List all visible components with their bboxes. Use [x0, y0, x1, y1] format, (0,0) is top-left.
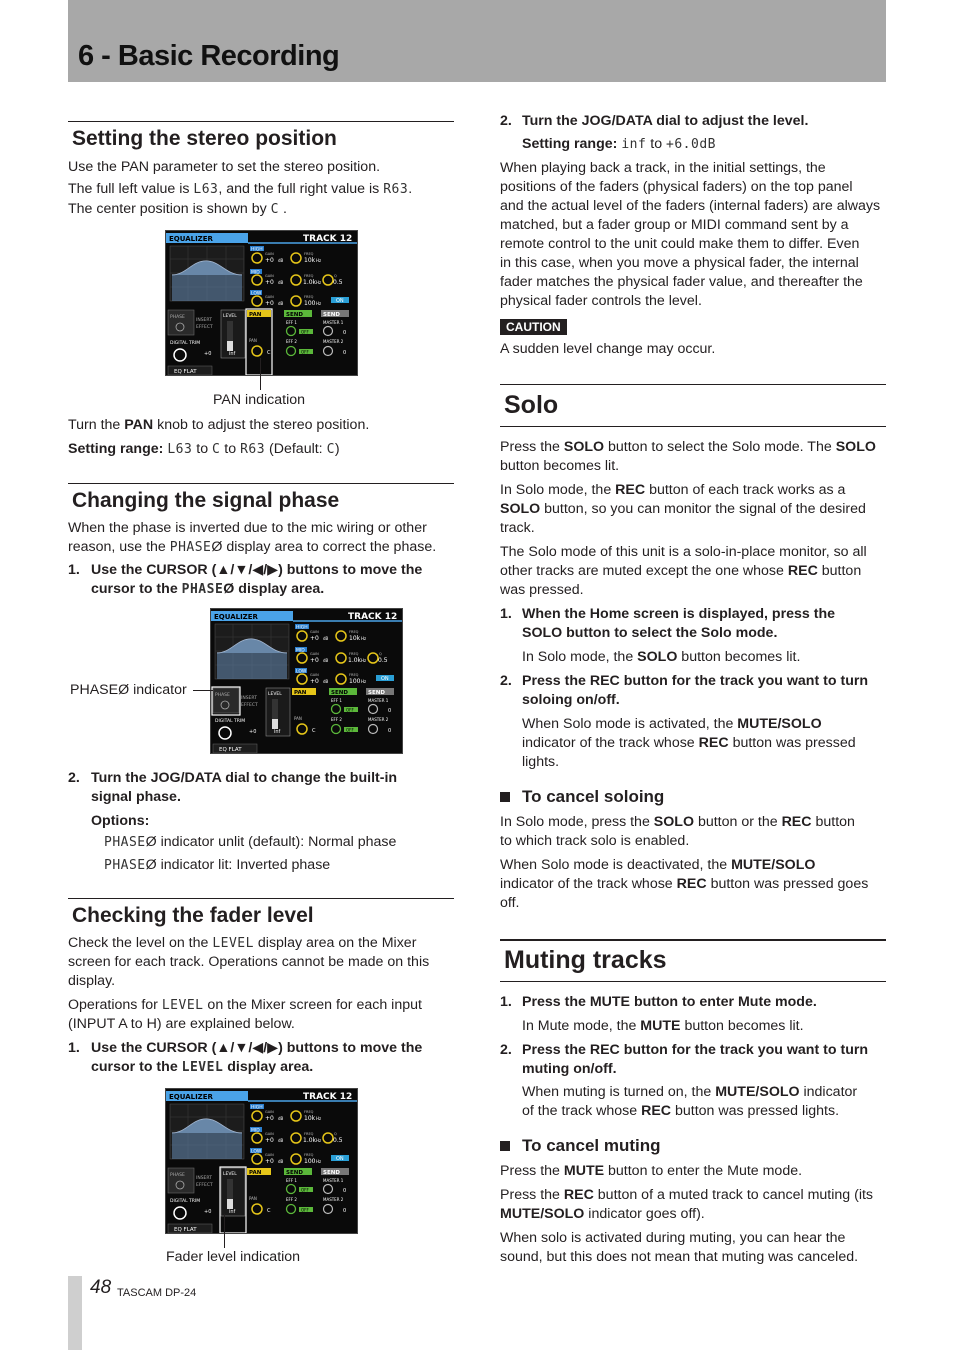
cancel-mute-p1: Press the MUTE button to enter the Mute mode. [500, 1163, 803, 1179]
svg-text:Q: Q [334, 274, 337, 278]
svg-text:GAIN: GAIN [265, 1110, 274, 1114]
fader-step1-l2: cursor to the LEVEL display area. [91, 1059, 314, 1075]
svg-text:OFF: OFF [301, 1187, 309, 1193]
svg-text:EFF 2: EFF 2 [286, 1197, 297, 1202]
svg-text:0: 0 [388, 728, 392, 734]
solo-step1-sub: In Solo mode, the SOLO button becomes lit. [522, 649, 801, 665]
svg-text:OFF: OFF [301, 329, 309, 335]
svg-text:inf: inf [229, 351, 236, 357]
svg-text:PHASE: PHASE [170, 1173, 185, 1178]
step-number: 1. [68, 562, 80, 578]
svg-text:PAN: PAN [294, 716, 302, 721]
svg-text:inf: inf [229, 1209, 236, 1215]
cancel-solo-p2: When Solo mode is deactivated, the MUTE/SOLO indicator of the track whose REC button was pressed goes off. [500, 857, 869, 911]
mute-heading: Muting tracks [504, 946, 667, 974]
svg-text:MASTER 2: MASTER 2 [368, 717, 389, 722]
svg-text:EFF 1: EFF 1 [286, 1178, 297, 1183]
stereo-p1: Use the PAN parameter to set the stereo position. [68, 159, 381, 175]
svg-text:dB: dB [278, 301, 284, 306]
svg-text:MASTER 2: MASTER 2 [323, 339, 344, 344]
svg-text:dB: dB [323, 658, 329, 663]
pan-caption: PAN indication [213, 392, 306, 408]
mute-step1: Press the MUTE button to enter Mute mode. [522, 994, 817, 1010]
svg-text:Hz: Hz [316, 280, 322, 285]
svg-text:GAIN: GAIN [310, 673, 319, 677]
level-caption: Fader level indication [166, 1249, 301, 1265]
svg-text:SEND: SEND [323, 1170, 340, 1176]
svg-text:EQ FLAT: EQ FLAT [174, 1227, 197, 1233]
svg-text:dB: dB [323, 679, 329, 684]
svg-text:PAN: PAN [249, 338, 257, 343]
svg-text:FREQ: FREQ [304, 1153, 314, 1157]
section-rule [500, 981, 886, 982]
phase-step2-l1: Turn the JOG/DATA dial to change the built-in [91, 770, 398, 786]
svg-text:dB: dB [278, 1159, 284, 1164]
stereo-range: Setting range: L63 to C to R63 (Default: C) [68, 441, 340, 457]
mixer-display [211, 609, 403, 754]
svg-text:FREQ: FREQ [349, 630, 359, 634]
svg-text:MID: MID [296, 648, 305, 654]
svg-text:Q: Q [379, 652, 382, 656]
mixer-screen-phase [210, 608, 403, 754]
step-number: 2. [500, 1042, 512, 1058]
square-bullet-icon [500, 792, 510, 802]
step-number: 2. [68, 770, 80, 786]
svg-text:MASTER 1: MASTER 1 [323, 320, 344, 325]
track-label: TRACK 12 [303, 234, 353, 244]
page-title: 6 - Basic Recording [78, 40, 340, 72]
svg-text:GAIN: GAIN [265, 1132, 274, 1136]
svg-text:0: 0 [343, 1188, 347, 1194]
svg-text:ON: ON [336, 298, 344, 304]
svg-text:0: 0 [343, 1208, 347, 1214]
svg-text:Hz: Hz [316, 1116, 322, 1121]
fader-p2-l1: Operations for LEVEL on the Mixer screen for each input [68, 997, 422, 1013]
svg-text:10k: 10k [349, 635, 361, 642]
section-rule [68, 121, 454, 122]
caution-badge: CAUTION [500, 319, 567, 335]
svg-text:LEVEL: LEVEL [223, 1172, 237, 1177]
svg-text:Hz: Hz [361, 636, 367, 641]
svg-text:MID: MID [251, 1128, 260, 1134]
svg-text:PAN: PAN [249, 312, 262, 318]
svg-text:INSERT: INSERT [196, 1176, 212, 1181]
svg-text:+0: +0 [204, 1209, 212, 1215]
svg-text:FREQ: FREQ [304, 274, 314, 278]
svg-text:OFF: OFF [346, 727, 354, 733]
mute-step2: Press the REC button for the track you want to turn muting on/off. [522, 1042, 869, 1077]
page-number: 48 [90, 1277, 112, 1298]
solo-p2: In Solo mode, the REC button of each track works as a SOLO button, so you can monitor the signal of the desired track. [500, 482, 866, 536]
solo-p3: The Solo mode of this unit is a solo-in-place monitor, so all other tracks are muted except the one whose REC button was pressed. [500, 544, 867, 598]
svg-text:LEVEL: LEVEL [268, 692, 282, 697]
svg-text:+0: +0 [249, 729, 257, 735]
svg-text:PAN: PAN [249, 1196, 257, 1201]
svg-text:DIGITAL TRIM: DIGITAL TRIM [170, 1199, 201, 1204]
track-label: TRACK 12 [348, 612, 398, 622]
section-rule [500, 426, 886, 427]
svg-text:DIGITAL TRIM: DIGITAL TRIM [170, 341, 201, 346]
mixer-display [166, 1089, 358, 1234]
svg-text:FREQ: FREQ [349, 673, 359, 677]
level-range: Setting range: inf to +6.0dB [522, 136, 716, 152]
svg-text:ON: ON [381, 676, 389, 682]
phase-options-label: Options: [91, 813, 150, 829]
svg-text:1.0k: 1.0k [303, 1137, 317, 1144]
svg-text:MID: MID [251, 270, 260, 276]
svg-text:FREQ: FREQ [304, 1132, 314, 1136]
eq-title: EQUALIZER [169, 1093, 213, 1101]
svg-text:PHASE: PHASE [170, 315, 185, 320]
section-rule [68, 898, 454, 899]
step-number: 2. [500, 113, 512, 129]
cancel-soloing-heading: To cancel soloing [500, 786, 664, 808]
section-rule [68, 483, 454, 484]
svg-text:10k: 10k [304, 1115, 316, 1122]
svg-text:+0: +0 [310, 657, 319, 664]
svg-text:GAIN: GAIN [265, 274, 274, 278]
svg-text:100: 100 [304, 300, 316, 307]
svg-text:EFF 1: EFF 1 [286, 320, 297, 325]
svg-text:EFF 2: EFF 2 [286, 339, 297, 344]
phase-p2: reason, use the PHASEØ display area to correct the phase. [68, 539, 437, 555]
phase-step1-l1: Use the CURSOR (▲/▼/◀/▶) buttons to move the [91, 562, 423, 578]
svg-text:PAN: PAN [249, 1170, 262, 1176]
svg-text:HIGH: HIGH [251, 1105, 263, 1111]
svg-text:LEVEL: LEVEL [223, 314, 237, 319]
svg-text:Q: Q [334, 1132, 337, 1136]
cancel-muting-heading: To cancel muting [500, 1135, 661, 1157]
svg-text:+0: +0 [265, 300, 274, 307]
svg-text:MASTER 1: MASTER 1 [323, 1178, 344, 1183]
cancel-solo-p1: In Solo mode, press the SOLO button or the REC button to which track solo is enabled. [500, 814, 855, 849]
mute-step2-sub: When muting is turned on, the MUTE/SOLO indicator of the track whose REC button was pressed lights. [522, 1084, 858, 1119]
phase-option-2: PHASEØ indicator lit: Inverted phase [104, 857, 331, 873]
svg-text:1.0k: 1.0k [303, 279, 317, 286]
fader-p1-l1: Check the level on the LEVEL display area on the Mixer [68, 935, 417, 951]
step-number: 1. [500, 994, 512, 1010]
svg-text:EFFECT: EFFECT [196, 1183, 213, 1188]
solo-step2-sub: When Solo mode is activated, the MUTE/SOLO indicator of the track whose REC button was pressed lights. [522, 716, 856, 770]
mixer-screen-level [165, 1088, 358, 1234]
svg-text:SEND: SEND [331, 690, 348, 696]
product-name: TASCAM DP-24 [117, 1287, 197, 1299]
stereo-p2: The full left value is L63, and the full right value is R63. [68, 181, 413, 197]
phase-step1-l2: cursor to the PHASEØ display area. [91, 581, 325, 597]
pan-callout-line [260, 358, 261, 390]
svg-text:GAIN: GAIN [265, 252, 274, 256]
svg-text:LOW: LOW [251, 1149, 262, 1155]
phase-heading: Changing the signal phase [72, 489, 340, 512]
svg-text:inf: inf [274, 729, 281, 735]
svg-text:+0: +0 [310, 635, 319, 642]
phase-option-1: PHASEØ indicator unlit (default): Normal phase [104, 834, 397, 850]
eq-title: EQUALIZER [169, 235, 213, 243]
section-rule [500, 939, 886, 941]
svg-text:OFF: OFF [346, 707, 354, 713]
svg-text:10k: 10k [304, 257, 316, 264]
svg-text:C: C [312, 728, 316, 734]
step-number: 1. [68, 1040, 80, 1056]
svg-text:SEND: SEND [286, 1170, 303, 1176]
svg-text:dB: dB [278, 1116, 284, 1121]
svg-text:INSERT: INSERT [241, 696, 257, 701]
section-rule [500, 384, 886, 385]
svg-text:OFF: OFF [301, 349, 309, 355]
level-step2: Turn the JOG/DATA dial to adjust the level. [522, 113, 809, 129]
svg-text:FREQ: FREQ [349, 652, 359, 656]
footer-tab [68, 1276, 82, 1350]
eq-title: EQUALIZER [214, 613, 258, 621]
cancel-mute-p2: Press the REC button of a muted track to cancel muting (its MUTE/SOLO indicator goes off). [500, 1187, 874, 1222]
svg-text:+0: +0 [265, 1137, 274, 1144]
svg-text:MASTER 1: MASTER 1 [368, 698, 389, 703]
svg-text:GAIN: GAIN [265, 1153, 274, 1157]
svg-text:+0: +0 [265, 279, 274, 286]
track-label: TRACK 12 [303, 1092, 353, 1102]
square-bullet-icon [500, 1141, 510, 1151]
solo-heading: Solo [504, 391, 559, 419]
stereo-heading: Setting the stereo position [72, 127, 337, 150]
phase-callout-line [193, 690, 213, 691]
fader-heading: Checking the fader level [72, 904, 314, 927]
fader-p2-l2: (INPUT A to H) are explained below. [68, 1016, 295, 1032]
svg-text:HIGH: HIGH [251, 247, 263, 253]
svg-text:ON: ON [336, 1156, 344, 1162]
level-para: When playing back a track, in the initial settings, the positions of the faders (physical faders) on the top panel and the actual level of the faders (internal faders) are always matched, but a fader group or MIDI command sent by a remote control to the unit could make them to differ. Even in this case, when you move a physical fader, the internal fader matches the physical fader value, and thereafter the physical fader controls the level. [500, 160, 881, 309]
header-bar [68, 0, 886, 82]
svg-text:Hz: Hz [316, 1138, 322, 1143]
svg-text:0.5: 0.5 [378, 657, 388, 664]
level-callout-line [224, 1214, 225, 1248]
mixer-screen-pan [165, 230, 358, 376]
svg-text:OFF: OFF [301, 1207, 309, 1213]
phase-indicator-caption: PHASEØ indicator [70, 682, 187, 698]
svg-text:Hz: Hz [361, 679, 367, 684]
svg-text:dB: dB [323, 636, 329, 641]
svg-text:C: C [267, 1208, 271, 1214]
svg-text:0.5: 0.5 [333, 279, 343, 286]
step-number: 1. [500, 606, 512, 622]
fader-p1-l2: screen for each track. Operations cannot be made on this [68, 954, 430, 970]
svg-text:HIGH: HIGH [296, 625, 308, 631]
solo-step2: Press the REC button for the track you want to turn soloing on/off. [522, 673, 869, 708]
stereo-turn: Turn the PAN knob to adjust the stereo position. [68, 417, 370, 433]
svg-text:Hz: Hz [316, 301, 322, 306]
svg-text:MASTER 2: MASTER 2 [323, 1197, 344, 1202]
svg-text:100: 100 [349, 678, 361, 685]
svg-text:GAIN: GAIN [310, 652, 319, 656]
svg-text:FREQ: FREQ [304, 252, 314, 256]
svg-text:Hz: Hz [316, 258, 322, 263]
svg-text:EFF 1: EFF 1 [331, 698, 342, 703]
svg-text:C: C [267, 350, 271, 356]
svg-text:SEND: SEND [286, 312, 303, 318]
solo-step1: When the Home screen is displayed, press the SOLO button to select the Solo mode. [522, 606, 836, 641]
svg-text:0: 0 [343, 330, 347, 336]
svg-text:+0: +0 [265, 257, 274, 264]
svg-text:FREQ: FREQ [304, 1110, 314, 1114]
mute-step1-sub: In Mute mode, the MUTE button becomes lit. [522, 1018, 804, 1034]
svg-text:INSERT: INSERT [196, 318, 212, 323]
svg-text:dB: dB [278, 280, 284, 285]
svg-text:EFF 2: EFF 2 [331, 717, 342, 722]
svg-text:100: 100 [304, 1158, 316, 1165]
svg-text:Hz: Hz [316, 1159, 322, 1164]
step-number: 2. [500, 673, 512, 689]
svg-text:EFFECT: EFFECT [241, 703, 258, 708]
svg-text:SEND: SEND [368, 690, 385, 696]
phase-step2-l2: signal phase. [91, 789, 181, 805]
svg-text:dB: dB [278, 258, 284, 263]
svg-text:PAN: PAN [294, 690, 307, 696]
svg-text:0: 0 [388, 708, 392, 714]
svg-text:EQ FLAT: EQ FLAT [174, 369, 197, 375]
solo-p1: Press the SOLO button to select the Solo mode. The SOLO button becomes lit. [500, 439, 876, 474]
svg-text:+0: +0 [310, 678, 319, 685]
svg-text:DIGITAL TRIM: DIGITAL TRIM [215, 719, 246, 724]
caution-text: A sudden level change may occur. [500, 341, 716, 357]
svg-text:+0: +0 [265, 1158, 274, 1165]
phase-p1: When the phase is inverted due to the mic wiring or other [68, 520, 427, 536]
mixer-display [166, 231, 358, 376]
svg-text:GAIN: GAIN [265, 295, 274, 299]
cancel-mute-p3: When solo is activated during muting, you can hear the sound, but this does not mean that muting was canceled. [500, 1230, 859, 1265]
svg-text:1.0k: 1.0k [348, 657, 362, 664]
svg-text:GAIN: GAIN [310, 630, 319, 634]
svg-text:0: 0 [343, 350, 347, 356]
svg-text:LOW: LOW [296, 669, 307, 675]
svg-text:EQ FLAT: EQ FLAT [219, 747, 242, 753]
svg-text:dB: dB [278, 1138, 284, 1143]
svg-text:SEND: SEND [323, 312, 340, 318]
svg-text:LOW: LOW [251, 291, 262, 297]
svg-text:+0: +0 [265, 1115, 274, 1122]
stereo-p3: The center position is shown by C . [68, 201, 287, 217]
svg-text:0.5: 0.5 [333, 1137, 343, 1144]
fader-step1-l1: Use the CURSOR (▲/▼/◀/▶) buttons to move the [91, 1040, 423, 1056]
svg-text:Hz: Hz [361, 658, 367, 663]
svg-text:PHASE: PHASE [215, 693, 230, 698]
fader-p1-l3: display. [68, 973, 116, 989]
svg-text:+0: +0 [204, 351, 212, 357]
svg-text:EFFECT: EFFECT [196, 325, 213, 330]
svg-text:FREQ: FREQ [304, 295, 314, 299]
